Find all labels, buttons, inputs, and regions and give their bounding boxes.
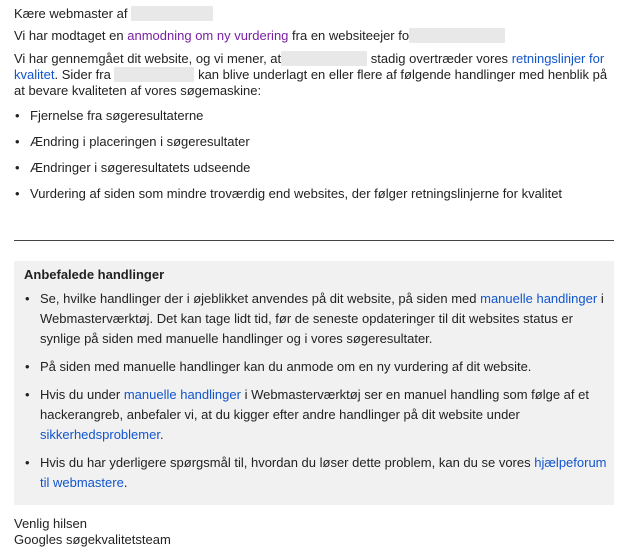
manual-actions-link-1[interactable]: manuelle handlinger [480, 291, 598, 306]
manual-actions-link-2[interactable]: manuelle handlinger [123, 387, 241, 402]
security-issues-link[interactable]: sikkerhedsproblemer [40, 427, 160, 442]
reconsideration-request-link[interactable]: anmodning om ny vurdering [127, 28, 289, 43]
redacted-site-2 [114, 67, 194, 82]
list-item: • På siden med manuelle handlinger kan du anmode om en ny vurdering af dit website. [24, 357, 604, 377]
section-divider [14, 240, 614, 241]
greeting-line [14, 6, 618, 22]
recommended-actions-box [14, 261, 614, 505]
redacted-site-1 [281, 51, 367, 66]
quality-guidelines-link-cont[interactable]: kvalitet [14, 67, 55, 82]
item4-text-1: Hvis du har yderligere spørgsmål til, hvordan du løser dette problem, kan du se vores [40, 455, 531, 470]
redacted-site-name [131, 6, 213, 21]
review-text-3: . Sider fra [54, 67, 111, 82]
item1-text-4: synlige på siden med manuelle handlinger og i vores søgeresultater. [40, 331, 433, 346]
item3-text-4: . [159, 427, 164, 442]
consequence-list [14, 108, 618, 202]
help-forum-link[interactable]: hjælpeforum [534, 455, 607, 470]
list-item: • Ændring i placeringen i søgeresultater [14, 134, 618, 150]
redacted-owner [409, 28, 505, 43]
item1-text-2: i [600, 291, 604, 306]
list-item: • Ændringer i søgeresultatets udseende [14, 160, 618, 176]
signoff-line-2: Googles søgekvalitetsteam [14, 532, 171, 547]
greeting-text: Kære webmaster af [14, 6, 128, 21]
signoff [14, 516, 618, 548]
review-paragraph [14, 51, 618, 99]
list-item [24, 289, 604, 349]
intro-text-1: Vi har modtaget en [14, 28, 124, 43]
list-item: • Fjernelse fra søgeresultaterne [14, 108, 618, 124]
intro-text-2: fra en websiteejer fo [292, 28, 410, 43]
item3-text-2: i Webmasterværktøj ser en manuel handling som følge af et [244, 387, 589, 402]
review-text-2: stadig overtræder vores [370, 51, 509, 66]
recommended-actions-list [24, 289, 607, 493]
list-item [24, 453, 607, 493]
recommended-actions-title: Anbefalede handlinger [24, 267, 165, 282]
list-item [24, 385, 604, 445]
item4-text-2: . [123, 475, 128, 490]
list-item: • Vurdering af siden som mindre troværdig end websites, der følger retningslinjerne for kvalitet [14, 186, 618, 202]
review-text-5: at bevare kvaliteten af vores søgemaskine: [14, 83, 262, 98]
item3-text-3: hackerangreb, anbefaler vi, at du kigger efter andre handlinger på dit website under [40, 407, 520, 422]
help-forum-link-cont[interactable]: til webmastere [40, 475, 124, 490]
review-text-1: Vi har gennemgået dit website, og vi mener, at [14, 51, 282, 66]
intro-paragraph [14, 28, 618, 44]
item1-text-1: Se, hvilke handlinger der i øjeblikket anvendes på dit website, på siden med [40, 291, 477, 306]
signoff-line-1: Venlig hilsen [14, 516, 87, 531]
quality-guidelines-link[interactable]: retningslinjer for [511, 51, 605, 66]
item3-text-1: Hvis du under [40, 387, 121, 402]
review-text-4: kan blive underlagt en eller flere af følgende handlinger med henblik på [198, 67, 608, 82]
item1-text-3: Webmasterværktøj. Det kan tage lidt tid, før de seneste opdateringer til dit websites status er [40, 311, 573, 326]
